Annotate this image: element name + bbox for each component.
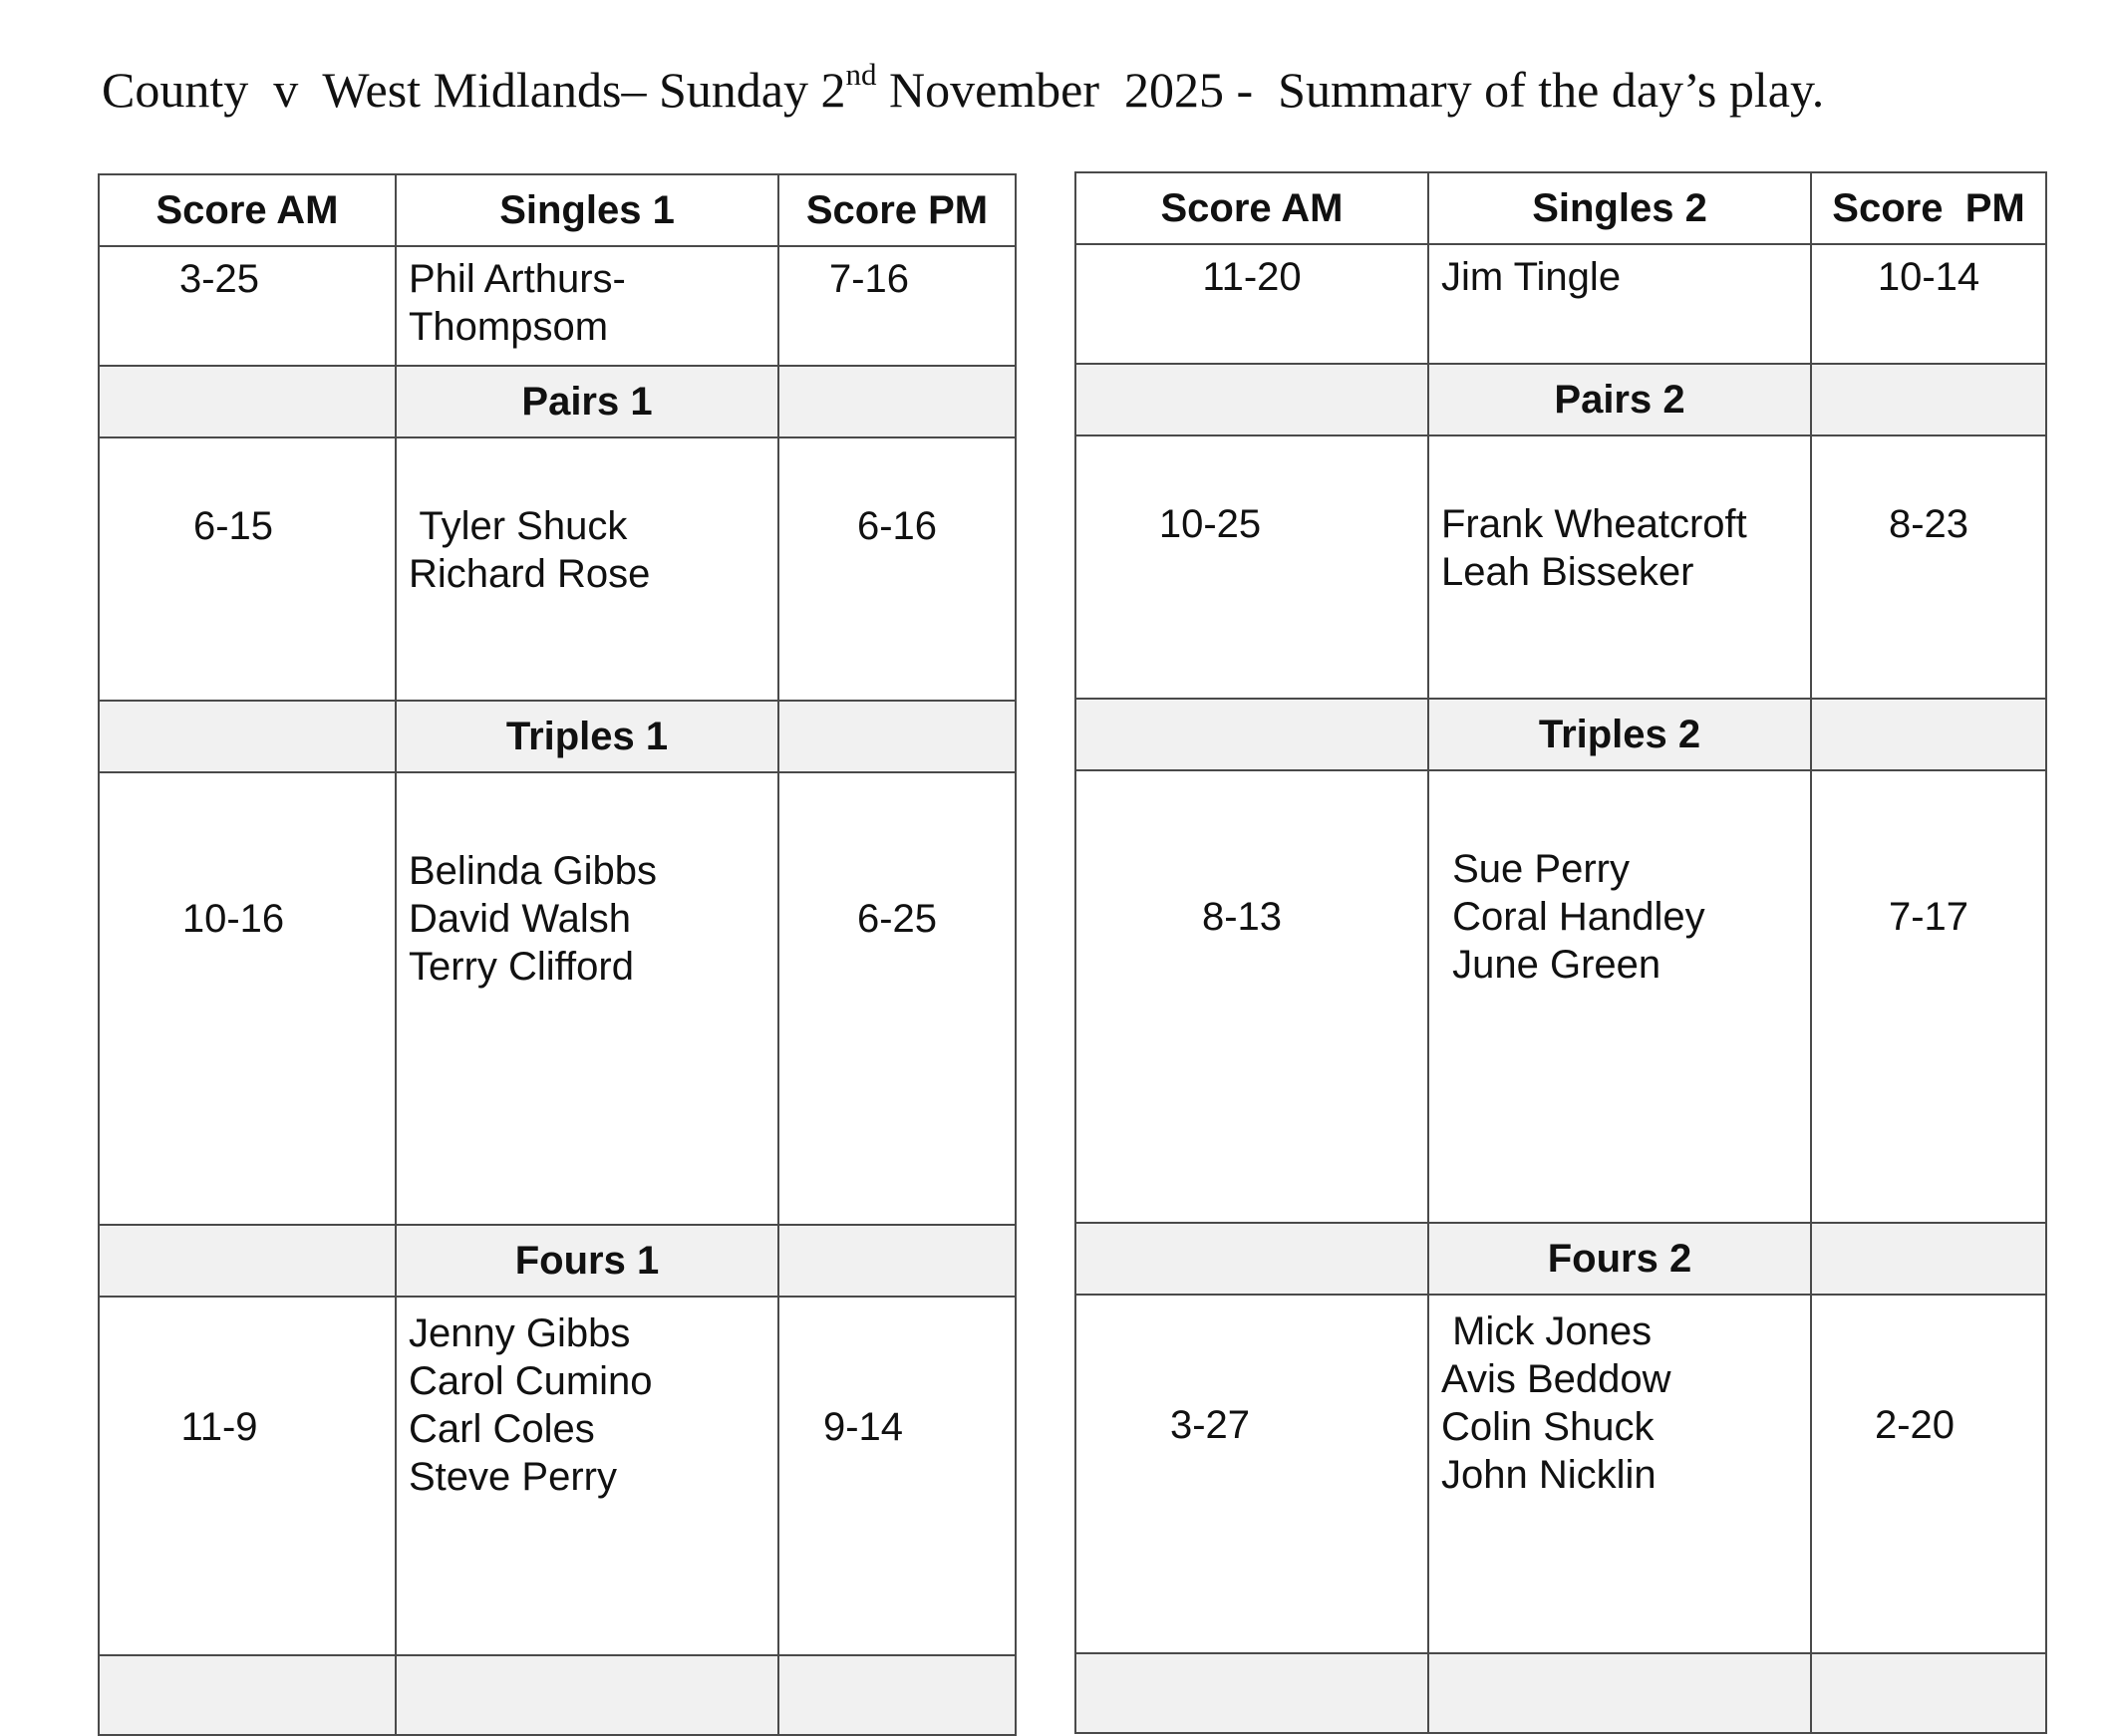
empty-cell — [1075, 1223, 1428, 1295]
empty-cell — [1811, 364, 2046, 435]
empty-cell — [1428, 1653, 1811, 1733]
score-am-cell — [99, 246, 396, 366]
player-name: Avis Beddow — [1441, 1357, 1671, 1401]
title-suffix: November 2025 - Summary of the day’s play. — [876, 62, 1825, 118]
score-am-cell — [99, 437, 396, 701]
player-name: David Walsh — [409, 897, 632, 941]
empty-cell — [99, 366, 396, 437]
score-pm-cell — [1811, 435, 2046, 699]
score-value: 8-23 — [1888, 502, 1969, 546]
section-row-pairs — [1075, 364, 2046, 435]
score-value: 10-25 — [1158, 502, 1262, 546]
score-pm-cell — [1811, 770, 2046, 1223]
pairs-row — [1075, 435, 2046, 699]
score-am-cell — [99, 772, 396, 1225]
score-value: 11-9 — [180, 1405, 258, 1449]
triples-row — [99, 772, 1016, 1225]
section-label: Fours 1 — [396, 1225, 778, 1297]
player-name: Frank Wheatcroft — [1441, 502, 1747, 546]
score-value: 10-16 — [181, 897, 285, 941]
singles-2-header: Singles 2 — [1428, 172, 1811, 244]
score-value: 6-16 — [856, 504, 938, 548]
players-cell — [1428, 244, 1811, 364]
empty-cell — [778, 1655, 1016, 1735]
empty-cell — [1075, 699, 1428, 770]
section-row-triples — [99, 701, 1016, 772]
triples-row — [1075, 770, 2046, 1223]
empty-cell — [99, 701, 396, 772]
player-name: Coral Handley — [1441, 895, 1705, 939]
title-prefix: County v West Midlands– Sunday 2 — [102, 62, 846, 118]
fours-row — [99, 1297, 1016, 1655]
empty-cell — [778, 366, 1016, 437]
players-cell — [396, 437, 778, 701]
score-value: 9-14 — [822, 1405, 904, 1449]
empty-cell — [1811, 699, 2046, 770]
player-name: Richard Rose — [409, 552, 651, 596]
player-name: Carol Cumino — [409, 1359, 653, 1403]
section-row-blank — [1075, 1653, 2046, 1733]
score-am-cell — [1075, 1295, 1428, 1653]
score-pm-cell — [778, 1297, 1016, 1655]
score-value: 3-25 — [178, 257, 260, 301]
score-value: 10-14 — [1877, 255, 1980, 299]
empty-cell — [99, 1225, 396, 1297]
player-name: Colin Shuck — [1441, 1405, 1655, 1449]
score-pm-cell — [778, 437, 1016, 701]
results-table-left — [98, 173, 1017, 1736]
score-value: 2-20 — [1874, 1403, 1956, 1447]
score-value: 6-25 — [856, 897, 938, 941]
section-row-pairs — [99, 366, 1016, 437]
pairs-row — [99, 437, 1016, 701]
score-am-cell — [1075, 435, 1428, 699]
players-cell — [396, 772, 778, 1225]
header-row — [1075, 172, 2046, 244]
players-cell — [1428, 770, 1811, 1223]
player-name: Jenny Gibbs — [409, 1311, 631, 1355]
players-cell — [396, 1297, 778, 1655]
player-name: Terry Clifford — [409, 945, 634, 989]
score-value: 11-20 — [1202, 255, 1302, 299]
players-cell — [1428, 435, 1811, 699]
score-value: 6-15 — [192, 504, 274, 548]
singles-row — [1075, 244, 2046, 364]
score-am-cell — [99, 1297, 396, 1655]
player-name: Sue Perry — [1441, 847, 1630, 891]
score-pm-header: Score PM — [778, 174, 1016, 246]
player-name: Phil Arthurs- — [409, 257, 626, 301]
empty-cell — [1811, 1223, 2046, 1295]
score-value: 7-16 — [828, 257, 910, 301]
empty-cell — [1075, 1653, 1428, 1733]
player-name: John Nicklin — [1441, 1453, 1657, 1497]
results-table-right — [1074, 171, 2047, 1734]
section-row-blank — [99, 1655, 1016, 1735]
score-am-header: Score AM — [1075, 172, 1428, 244]
empty-cell — [1075, 364, 1428, 435]
score-pm-cell — [1811, 1295, 2046, 1653]
player-name: Leah Bisseker — [1441, 550, 1694, 594]
score-value: 8-13 — [1201, 895, 1283, 939]
score-am-cell — [1075, 770, 1428, 1223]
player-name: Mick Jones — [1441, 1309, 1653, 1353]
score-pm-header: Score PM — [1811, 172, 2046, 244]
section-row-triples — [1075, 699, 2046, 770]
score-pm-cell — [1811, 244, 2046, 364]
score-pm-cell — [778, 246, 1016, 366]
score-pm-cell — [778, 772, 1016, 1225]
section-label: Fours 2 — [1428, 1223, 1811, 1295]
player-name: Tyler Shuck — [409, 504, 628, 548]
fours-row — [1075, 1295, 2046, 1653]
player-name: Thompsom — [409, 305, 609, 349]
singles-1-header: Singles 1 — [396, 174, 778, 246]
title-ordinal: nd — [845, 57, 877, 92]
section-label: Pairs 1 — [396, 366, 778, 437]
score-am-header: Score AM — [99, 174, 396, 246]
player-name: June Green — [1441, 943, 1661, 987]
section-label: Triples 1 — [396, 701, 778, 772]
player-name: Carl Coles — [409, 1407, 595, 1451]
players-cell — [396, 246, 778, 366]
empty-cell — [778, 1225, 1016, 1297]
score-value: 7-17 — [1888, 895, 1969, 939]
section-row-fours — [1075, 1223, 2046, 1295]
player-name: Steve Perry — [409, 1455, 617, 1499]
section-label: Triples 2 — [1428, 699, 1811, 770]
section-row-fours — [99, 1225, 1016, 1297]
empty-cell — [1811, 1653, 2046, 1733]
singles-row — [99, 246, 1016, 366]
player-name: Belinda Gibbs — [409, 849, 658, 893]
section-label: Pairs 2 — [1428, 364, 1811, 435]
player-name: Jim Tingle — [1441, 255, 1622, 299]
empty-cell — [99, 1655, 396, 1735]
score-am-cell — [1075, 244, 1428, 364]
players-cell — [1428, 1295, 1811, 1653]
empty-cell — [778, 701, 1016, 772]
header-row — [99, 174, 1016, 246]
page-title — [102, 58, 1824, 122]
score-value: 3-27 — [1169, 1403, 1251, 1447]
empty-cell — [396, 1655, 778, 1735]
